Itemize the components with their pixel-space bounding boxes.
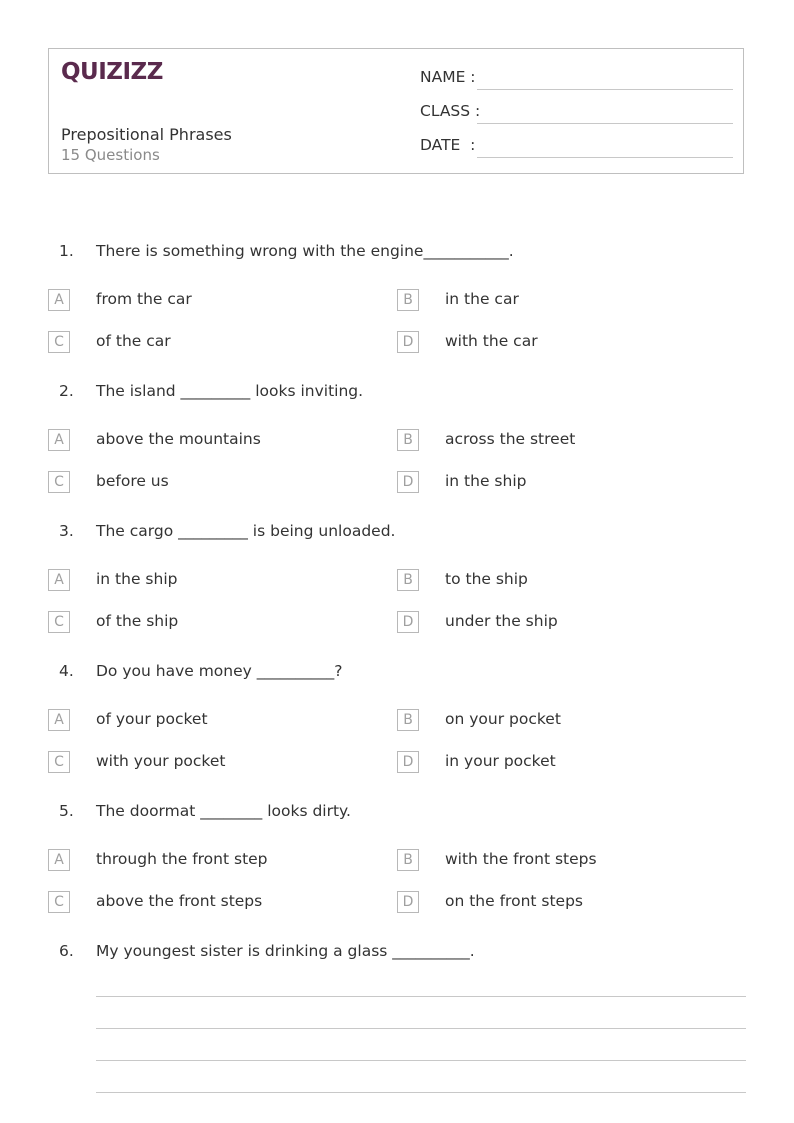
choice-letter-box: B <box>397 289 419 311</box>
choice-text: in the ship <box>96 570 178 588</box>
question-number: 6. <box>59 942 74 960</box>
choice-text: in the ship <box>445 472 527 490</box>
question-number: 4. <box>59 662 74 680</box>
choice-letter-box: D <box>397 891 419 913</box>
name-label: NAME : <box>420 68 476 86</box>
choice-text: above the mountains <box>96 430 261 448</box>
choice-letter-box: C <box>48 611 70 633</box>
question-number: 3. <box>59 522 74 540</box>
choice-letter-box: A <box>48 289 70 311</box>
choice-letter-box: B <box>397 429 419 451</box>
question-number: 2. <box>59 382 74 400</box>
worksheet-title: Prepositional Phrases <box>61 125 232 144</box>
choice-text: of the ship <box>96 612 179 630</box>
choice-letter-box: D <box>397 471 419 493</box>
choice-text: to the ship <box>445 570 528 588</box>
question-number: 1. <box>59 242 74 260</box>
class-label: CLASS : <box>420 102 481 120</box>
choice-text: in your pocket <box>445 752 556 770</box>
answer-line[interactable] <box>96 1028 746 1029</box>
choice-letter-box: A <box>48 709 70 731</box>
choice-letter-box: A <box>48 849 70 871</box>
class-line <box>477 123 733 124</box>
date-line <box>477 157 733 158</box>
name-field[interactable] <box>420 68 476 86</box>
worksheet-header <box>48 48 744 174</box>
choice-text: with the front steps <box>445 850 597 868</box>
question-count: 15 Questions <box>61 146 160 164</box>
choice-letter-box: C <box>48 331 70 353</box>
choice-text: under the ship <box>445 612 558 630</box>
choice-letter-box: A <box>48 429 70 451</box>
answer-line[interactable] <box>96 1092 746 1093</box>
question-number: 5. <box>59 802 74 820</box>
question-text: Do you have money __________? <box>96 662 343 680</box>
choice-letter-box: B <box>397 709 419 731</box>
question-text: The island _________ looks inviting. <box>96 382 364 400</box>
choice-letter-box: A <box>48 569 70 591</box>
choice-letter-box: D <box>397 751 419 773</box>
question-text: My youngest sister is drinking a glass __________. <box>96 942 475 960</box>
choice-text: on your pocket <box>445 710 561 728</box>
choice-letter-box: D <box>397 611 419 633</box>
question-text: The doormat ________ looks dirty. <box>96 802 351 820</box>
class-field[interactable] <box>420 102 481 120</box>
choice-text: before us <box>96 472 169 490</box>
date-label: DATE : <box>420 136 476 154</box>
choice-letter-box: D <box>397 331 419 353</box>
choice-letter-box: C <box>48 751 70 773</box>
choice-text: with your pocket <box>96 752 226 770</box>
answer-line[interactable] <box>96 1060 746 1061</box>
choice-letter-box: B <box>397 849 419 871</box>
choice-text: on the front steps <box>445 892 584 910</box>
choice-letter-box: C <box>48 891 70 913</box>
choice-letter-box: B <box>397 569 419 591</box>
name-line <box>477 89 733 90</box>
choice-text: with the car <box>445 332 538 350</box>
choice-text: of the car <box>96 332 171 350</box>
question-text: The cargo _________ is being unloaded. <box>96 522 396 540</box>
choice-text: in the car <box>445 290 519 308</box>
choice-letter-box: C <box>48 471 70 493</box>
answer-line[interactable] <box>96 996 746 997</box>
choice-text: through the front step <box>96 850 268 868</box>
question-text: There is something wrong with the engine___________. <box>96 242 514 260</box>
choice-text: of your pocket <box>96 710 208 728</box>
choice-text: from the car <box>96 290 192 308</box>
choice-text: across the street <box>445 430 576 448</box>
quizizz-logo: QUIZIZZ <box>61 59 163 85</box>
date-field[interactable] <box>420 136 476 154</box>
choice-text: above the front steps <box>96 892 263 910</box>
